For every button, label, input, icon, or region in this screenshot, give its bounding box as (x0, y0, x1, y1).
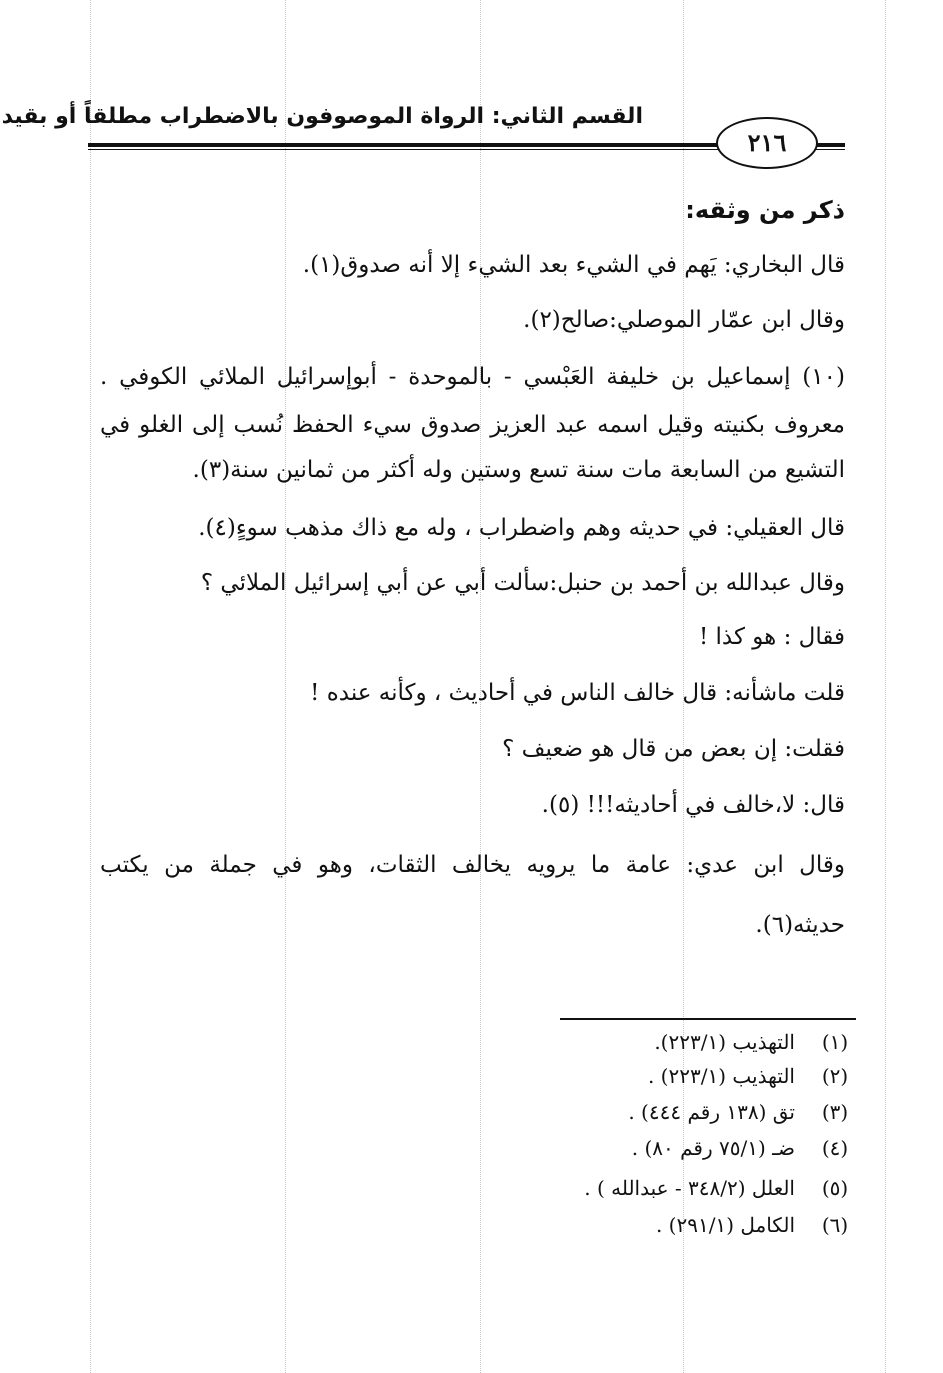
footnote-rule (560, 1018, 856, 1020)
footnote-number: (١) (821, 1030, 849, 1054)
scan-guide-line (285, 0, 286, 1373)
page-number: ٢١٦ (716, 117, 818, 169)
footnote (648, 1064, 855, 1088)
footnote-text: تق (١٣٨ رقم ٤٤٤) . (628, 1100, 795, 1124)
body-line: قلت ماشأنه: قال خالف الناس في أحاديث ، وكأنه عنده ! (310, 680, 845, 706)
footnote-number: (٦) (821, 1213, 849, 1237)
footnote-number: (٣) (821, 1100, 849, 1124)
footnote (584, 1176, 855, 1200)
footnote (654, 1030, 855, 1054)
body-line: التشيع من السابعة مات سنة تسع وستين وله أكثر من ثمانين سنة(٣). (192, 457, 845, 483)
scan-guide-line (885, 0, 886, 1373)
body-line: وقال عبدالله بن أحمد بن حنبل:سألت أبي عن أبي إسرائيل الملائي ؟ (200, 570, 845, 596)
body-line: قال العقيلي: في حديثه وهم واضطراب ، وله مع ذاك مذهب سوءٍ(٤). (198, 515, 845, 541)
footnote-text: التهذيب (٢٢٣/١). (654, 1030, 795, 1054)
body-line: قال: لا،خالف في أحاديثه!!! (٥). (541, 792, 845, 818)
footnote-number: (٥) (821, 1176, 849, 1200)
footnote (656, 1213, 855, 1237)
running-header-title: القسم الثاني: الرواة الموصوفون بالاضطراب مطلقاً أو بقيد (1, 104, 643, 129)
footnote-text: ضـ (٧٥/١ رقم ٨٠) . (631, 1136, 795, 1160)
body-line: معروف بكنيته وقيل اسمه عبد العزيز صدوق سيء الحفظ نُسب إلى الغلو في (100, 412, 845, 438)
footnote-number: (٢) (821, 1064, 849, 1088)
body-line: حديثه(٦). (755, 912, 845, 938)
body-line: (١٠) إسماعيل بن خليفة العَبْسي - بالموحدة - أبوإسرائيل الملائي الكوفي . (100, 364, 845, 390)
body-line: فقلت: إن بعض من قال هو ضعيف ؟ (502, 736, 845, 762)
section-heading: ذكر من وثقه: (685, 196, 845, 224)
body-line: وقال ابن عدي: عامة ما يرويه يخالف الثقات، وهو في جملة من يكتب (100, 852, 845, 878)
footnote-text: الكامل (٢٩١/١) . (655, 1213, 795, 1237)
footnote (628, 1100, 855, 1124)
body-line: فقال : هو كذا ! (698, 624, 845, 650)
body-line: قال البخاري: يَهم في الشيء بعد الشيء إلا أنه صدوق(١). (302, 252, 845, 278)
footnote-text: العلل (٣٤٨/٢ - عبدالله ) . (584, 1176, 795, 1200)
footnote-text: التهذيب (٢٢٣/١) . (647, 1064, 795, 1088)
footnote-number: (٤) (821, 1136, 849, 1160)
body-line: وقال ابن عمّار الموصلي:صالح(٢). (523, 307, 845, 333)
footnote (632, 1136, 855, 1160)
scan-guide-line (90, 0, 91, 1373)
